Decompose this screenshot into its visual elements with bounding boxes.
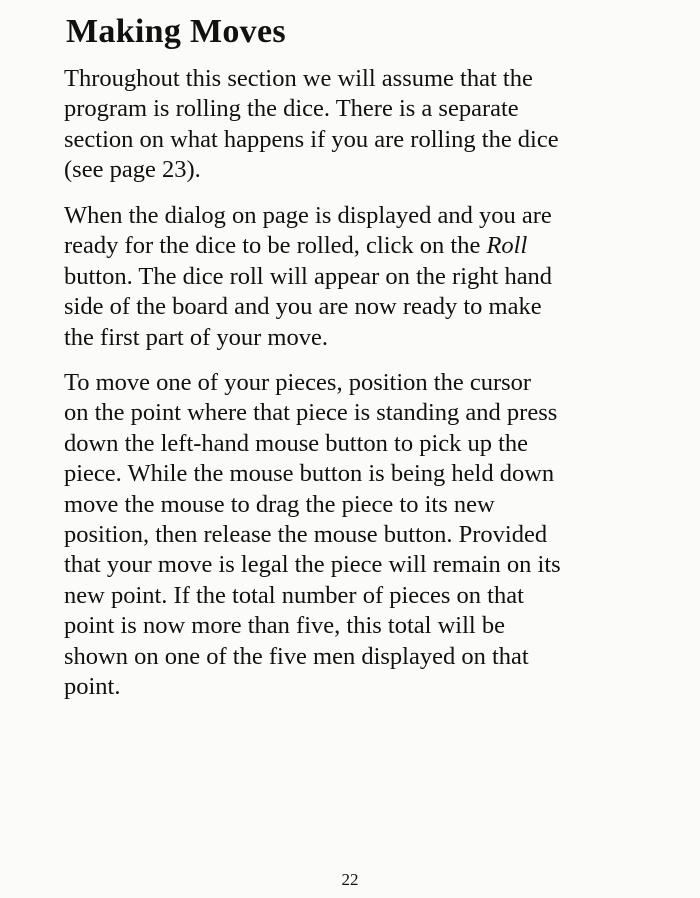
section-title: Making Moves [66,13,286,50]
paragraph-line: program is rolling the dice. There is a separate [64,95,519,123]
paragraph-line: position, then release the mouse button. Provided [64,521,548,549]
paragraph-line: move the mouse to drag the piece to its new [64,490,495,518]
paragraph-line: Throughout this section we will assume that the [64,65,533,92]
roll-button-reference: Roll [486,232,528,260]
paragraph-line: When the dialog on page is displayed and you are [64,202,552,229]
paragraph-line: down the left-hand mouse button to pick up the [64,429,529,457]
paragraph-line: side of the board and you are now ready to make [64,293,542,321]
paragraph-line: piece. While the mouse button is being held down [64,460,555,488]
paragraph-intro [64,64,644,186]
paragraph-line: To move one of your pieces, position the cursor [64,369,532,396]
paragraph-move-pieces [64,368,644,702]
paragraph-line: button. The dice roll will appear on the right hand [64,262,553,290]
page-number: 22 [341,870,359,889]
paragraph-line [64,231,644,261]
paragraph-line: section on what happens if you are rolling the dice [64,125,559,153]
paragraph-line: the first part of your move. [64,323,328,351]
paragraph-line: point is now more than five, this total will be [64,612,505,640]
paragraph-roll [64,201,644,353]
paragraph-line: (see page 23). [64,156,201,184]
paragraph-line: that your move is legal the piece will remain on its [64,551,561,579]
paragraph-line-text: ready for the dice to be rolled, click on the [64,232,487,260]
paragraph-line: point. [64,673,121,701]
paragraph-line: on the point where that piece is standing and press [64,399,558,427]
paragraph-line: shown on one of the five men displayed on that [64,642,529,670]
paragraph-line: new point. If the total number of pieces on that [64,581,524,609]
